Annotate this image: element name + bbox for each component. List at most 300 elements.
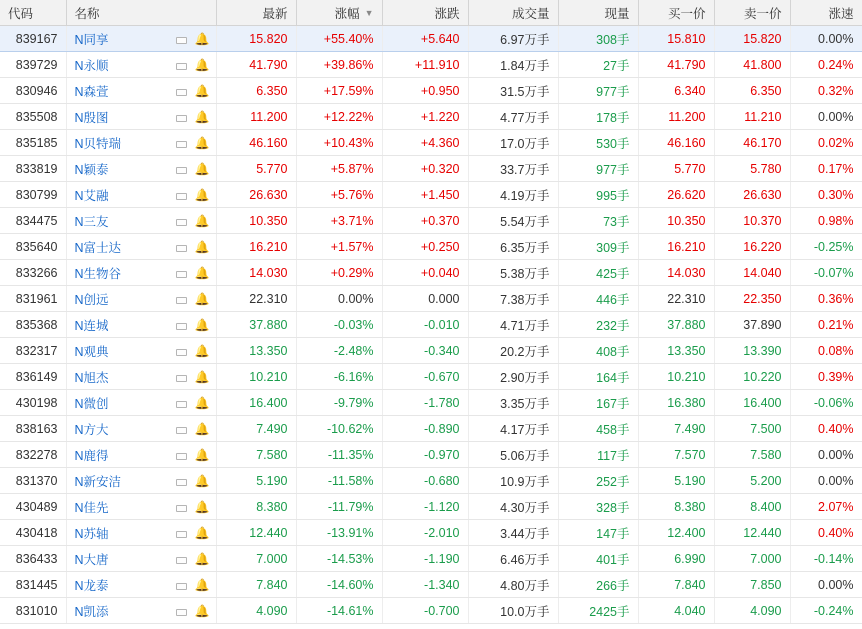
table-row[interactable]: [0, 208, 862, 234]
column-header-code[interactable]: [0, 0, 66, 26]
cell-change-pct: -9.79%: [296, 390, 382, 416]
stock-name-link[interactable]: N大唐: [74, 552, 109, 567]
cell-change-pct: -6.16%: [296, 364, 382, 390]
chip-icon[interactable]: [176, 164, 186, 174]
cell-change-pct: +39.86%: [296, 52, 382, 78]
chip-icon[interactable]: [176, 398, 186, 408]
cell-ask-price: 16.220: [714, 234, 790, 260]
table-row[interactable]: [0, 156, 862, 182]
cell-code: 430198: [0, 390, 66, 416]
cell-bid-price: 46.160: [638, 130, 714, 156]
cell-last: 10.210: [216, 364, 296, 390]
cell-name[interactable]: [66, 598, 216, 624]
cell-name[interactable]: [66, 546, 216, 572]
cell-volume: 5.06万手: [468, 442, 558, 468]
cell-bid-price: 16.210: [638, 234, 714, 260]
cell-bid-price: 16.380: [638, 390, 714, 416]
cell-change-pct: -10.62%: [296, 416, 382, 442]
column-header-current-volume[interactable]: [558, 0, 638, 26]
cell-ask-price: 7.580: [714, 442, 790, 468]
cell-code: 836149: [0, 364, 66, 390]
cell-change-amt: -0.890: [382, 416, 468, 442]
table-row[interactable]: [0, 130, 862, 156]
cell-ask-price: 16.400: [714, 390, 790, 416]
cell-code: 832317: [0, 338, 66, 364]
cell-change-speed: 0.00%: [790, 104, 862, 130]
cell-change-speed: 0.00%: [790, 442, 862, 468]
stock-name-link[interactable]: N方大: [74, 422, 109, 437]
stock-name-link[interactable]: N凯添: [74, 604, 109, 619]
stock-name-link[interactable]: N同享: [74, 32, 109, 47]
cell-last: 8.380: [216, 494, 296, 520]
bell-icon[interactable]: 🔔: [194, 551, 210, 566]
cell-ask-price: 13.390: [714, 338, 790, 364]
cell-current-volume: 458手: [558, 416, 638, 442]
cell-change-amt: +0.250: [382, 234, 468, 260]
bell-icon[interactable]: 🔔: [194, 135, 210, 150]
bell-icon[interactable]: 🔔: [194, 473, 210, 488]
bell-icon[interactable]: 🔔: [194, 317, 210, 332]
chip-icon[interactable]: [176, 606, 186, 616]
cell-current-volume: 408手: [558, 338, 638, 364]
cell-ask-price: 37.890: [714, 312, 790, 338]
cell-name[interactable]: [66, 182, 216, 208]
cell-change-pct: +12.22%: [296, 104, 382, 130]
stock-name-link[interactable]: N贝特瑞: [74, 136, 122, 151]
cell-change-amt: +11.910: [382, 52, 468, 78]
cell-bid-price: 37.880: [638, 312, 714, 338]
cell-ask-price: 10.220: [714, 364, 790, 390]
cell-change-amt: +0.370: [382, 208, 468, 234]
chip-icon[interactable]: [176, 424, 186, 434]
table-row[interactable]: [0, 78, 862, 104]
cell-change-amt: -1.120: [382, 494, 468, 520]
bell-icon[interactable]: 🔔: [194, 525, 210, 540]
table-row[interactable]: [0, 520, 862, 546]
chip-icon[interactable]: [176, 60, 186, 70]
cell-change-speed: -0.14%: [790, 546, 862, 572]
cell-change-amt: -1.190: [382, 546, 468, 572]
cell-volume: 4.19万手: [468, 182, 558, 208]
cell-name[interactable]: [66, 338, 216, 364]
cell-name[interactable]: [66, 572, 216, 598]
cell-name[interactable]: [66, 260, 216, 286]
table-row[interactable]: [0, 442, 862, 468]
cell-ask-price: 10.370: [714, 208, 790, 234]
cell-name[interactable]: [66, 78, 216, 104]
column-header-last-label: 最新: [262, 6, 288, 21]
stock-name-link[interactable]: N佳先: [74, 500, 109, 515]
table-row[interactable]: [0, 52, 862, 78]
column-header-last[interactable]: [216, 0, 296, 26]
cell-change-amt: 0.000: [382, 286, 468, 312]
cell-change-pct: -11.79%: [296, 494, 382, 520]
cell-volume: 7.38万手: [468, 286, 558, 312]
cell-change-speed: 0.00%: [790, 572, 862, 598]
column-header-current-volume-label: 现量: [604, 6, 630, 21]
chip-icon[interactable]: [176, 216, 186, 226]
chip-icon[interactable]: [176, 34, 186, 44]
cell-change-pct: -0.03%: [296, 312, 382, 338]
cell-bid-price: 7.840: [638, 572, 714, 598]
cell-current-volume: 401手: [558, 546, 638, 572]
bell-icon[interactable]: 🔔: [194, 447, 210, 462]
cell-name[interactable]: [66, 416, 216, 442]
cell-last: 4.090: [216, 598, 296, 624]
cell-ask-price: 22.350: [714, 286, 790, 312]
cell-change-speed: 0.00%: [790, 26, 862, 52]
bell-icon[interactable]: 🔔: [194, 83, 210, 98]
cell-volume: 3.44万手: [468, 520, 558, 546]
column-header-ask-price[interactable]: [714, 0, 790, 26]
stock-name-link[interactable]: N旭杰: [74, 370, 109, 385]
chevron-down-icon[interactable]: ▼: [364, 7, 374, 18]
table-row[interactable]: [0, 598, 862, 624]
bell-icon[interactable]: 🔔: [194, 161, 210, 176]
stock-name-link[interactable]: N殷图: [74, 110, 109, 125]
cell-last: 26.630: [216, 182, 296, 208]
cell-code: 835368: [0, 312, 66, 338]
cell-last: 11.200: [216, 104, 296, 130]
cell-change-pct: +5.87%: [296, 156, 382, 182]
cell-code: 831010: [0, 598, 66, 624]
chip-icon[interactable]: [176, 476, 186, 486]
bell-icon[interactable]: 🔔: [194, 239, 210, 254]
table-row[interactable]: [0, 104, 862, 130]
cell-name[interactable]: [66, 364, 216, 390]
cell-last: 6.350: [216, 78, 296, 104]
column-header-change-amt[interactable]: [382, 0, 468, 26]
stock-name-link[interactable]: N三友: [74, 214, 109, 229]
chip-icon[interactable]: [176, 86, 186, 96]
cell-volume: 4.17万手: [468, 416, 558, 442]
stock-name-link[interactable]: N龙泰: [74, 578, 109, 593]
cell-bid-price: 13.350: [638, 338, 714, 364]
bell-icon[interactable]: 🔔: [194, 31, 210, 46]
bell-icon[interactable]: 🔔: [194, 369, 210, 384]
cell-change-pct: +1.57%: [296, 234, 382, 260]
stock-name-link[interactable]: N森萱: [74, 84, 109, 99]
column-header-volume[interactable]: [468, 0, 558, 26]
cell-ask-price: 14.040: [714, 260, 790, 286]
cell-code: 831445: [0, 572, 66, 598]
cell-change-speed: 0.24%: [790, 52, 862, 78]
cell-name[interactable]: [66, 208, 216, 234]
cell-current-volume: 309手: [558, 234, 638, 260]
cell-last: 5.770: [216, 156, 296, 182]
cell-last: 46.160: [216, 130, 296, 156]
cell-change-speed: 0.17%: [790, 156, 862, 182]
cell-ask-price: 5.200: [714, 468, 790, 494]
cell-volume: 5.38万手: [468, 260, 558, 286]
cell-ask-price: 46.170: [714, 130, 790, 156]
cell-change-speed: 0.40%: [790, 416, 862, 442]
cell-change-speed: -0.06%: [790, 390, 862, 416]
table-row[interactable]: [0, 312, 862, 338]
stock-name-link[interactable]: N创远: [74, 292, 109, 307]
stock-name-link[interactable]: N微创: [74, 396, 109, 411]
column-header-code-label: 代码: [8, 6, 34, 21]
cell-change-pct: -2.48%: [296, 338, 382, 364]
cell-code: 831370: [0, 468, 66, 494]
table-row[interactable]: [0, 364, 862, 390]
cell-volume: 10.9万手: [468, 468, 558, 494]
cell-change-amt: -0.680: [382, 468, 468, 494]
cell-current-volume: 425手: [558, 260, 638, 286]
cell-code: 430418: [0, 520, 66, 546]
cell-last: 16.210: [216, 234, 296, 260]
cell-ask-price: 7.850: [714, 572, 790, 598]
chip-icon[interactable]: [176, 528, 186, 538]
cell-code: 430489: [0, 494, 66, 520]
cell-volume: 2.90万手: [468, 364, 558, 390]
cell-volume: 3.35万手: [468, 390, 558, 416]
table-row[interactable]: [0, 494, 862, 520]
cell-bid-price: 22.310: [638, 286, 714, 312]
stock-name-link[interactable]: N富士达: [74, 240, 122, 255]
stock-name-link[interactable]: N观典: [74, 344, 109, 359]
stock-name-link[interactable]: N生物谷: [74, 266, 122, 281]
column-header-change-pct[interactable]: [296, 0, 382, 26]
cell-bid-price: 6.990: [638, 546, 714, 572]
cell-name[interactable]: [66, 26, 216, 52]
bell-icon[interactable]: 🔔: [194, 57, 210, 72]
chip-icon[interactable]: [176, 138, 186, 148]
cell-bid-price: 10.210: [638, 364, 714, 390]
cell-change-speed: 0.32%: [790, 78, 862, 104]
chip-icon[interactable]: [176, 294, 186, 304]
cell-volume: 31.5万手: [468, 78, 558, 104]
table-header-row: [0, 0, 862, 26]
cell-current-volume: 73手: [558, 208, 638, 234]
cell-bid-price: 7.570: [638, 442, 714, 468]
cell-volume: 6.35万手: [468, 234, 558, 260]
cell-code: 834475: [0, 208, 66, 234]
cell-current-volume: 308手: [558, 26, 638, 52]
cell-change-amt: +0.040: [382, 260, 468, 286]
bell-icon[interactable]: 🔔: [194, 577, 210, 592]
bell-icon[interactable]: 🔔: [194, 109, 210, 124]
cell-change-speed: 0.00%: [790, 468, 862, 494]
cell-code: 830799: [0, 182, 66, 208]
stock-name-link[interactable]: N新安洁: [74, 474, 122, 489]
cell-code: 836433: [0, 546, 66, 572]
cell-code: 833819: [0, 156, 66, 182]
table-row[interactable]: [0, 390, 862, 416]
bell-icon[interactable]: 🔔: [194, 187, 210, 202]
cell-change-amt: -0.700: [382, 598, 468, 624]
cell-ask-price: 6.350: [714, 78, 790, 104]
cell-change-pct: +10.43%: [296, 130, 382, 156]
column-header-bid-price[interactable]: [638, 0, 714, 26]
stock-name-link[interactable]: N鹿得: [74, 448, 109, 463]
cell-current-volume: 178手: [558, 104, 638, 130]
cell-change-speed: -0.24%: [790, 598, 862, 624]
cell-change-amt: +1.450: [382, 182, 468, 208]
cell-change-amt: -0.670: [382, 364, 468, 390]
cell-change-speed: -0.07%: [790, 260, 862, 286]
stock-name-link[interactable]: N艾融: [74, 188, 109, 203]
cell-change-speed: 0.21%: [790, 312, 862, 338]
column-header-change-speed[interactable]: [790, 0, 862, 26]
cell-ask-price: 26.630: [714, 182, 790, 208]
cell-change-speed: 0.30%: [790, 182, 862, 208]
cell-ask-price: 8.400: [714, 494, 790, 520]
column-header-bid-price-label: 买一价: [667, 6, 706, 21]
cell-last: 16.400: [216, 390, 296, 416]
cell-current-volume: 164手: [558, 364, 638, 390]
cell-bid-price: 41.790: [638, 52, 714, 78]
column-header-name[interactable]: [66, 0, 216, 26]
bell-icon[interactable]: 🔔: [194, 213, 210, 228]
cell-current-volume: 147手: [558, 520, 638, 546]
cell-last: 7.490: [216, 416, 296, 442]
cell-name[interactable]: [66, 442, 216, 468]
cell-name[interactable]: [66, 52, 216, 78]
table-row[interactable]: [0, 260, 862, 286]
chip-icon[interactable]: [176, 554, 186, 564]
cell-name[interactable]: [66, 104, 216, 130]
cell-change-amt: -2.010: [382, 520, 468, 546]
table-row[interactable]: [0, 182, 862, 208]
chip-icon[interactable]: [176, 372, 186, 382]
table-row[interactable]: [0, 468, 862, 494]
cell-last: 7.000: [216, 546, 296, 572]
cell-code: 839729: [0, 52, 66, 78]
cell-change-amt: +0.950: [382, 78, 468, 104]
cell-bid-price: 11.200: [638, 104, 714, 130]
cell-change-speed: 0.39%: [790, 364, 862, 390]
cell-volume: 5.54万手: [468, 208, 558, 234]
bell-icon[interactable]: 🔔: [194, 499, 210, 514]
cell-name[interactable]: [66, 468, 216, 494]
cell-current-volume: 530手: [558, 130, 638, 156]
cell-code: 835640: [0, 234, 66, 260]
cell-current-volume: 252手: [558, 468, 638, 494]
cell-bid-price: 26.620: [638, 182, 714, 208]
cell-change-amt: +5.640: [382, 26, 468, 52]
cell-name[interactable]: [66, 520, 216, 546]
bell-icon[interactable]: 🔔: [194, 395, 210, 410]
cell-change-pct: +17.59%: [296, 78, 382, 104]
chip-icon[interactable]: [176, 112, 186, 122]
cell-ask-price: 15.820: [714, 26, 790, 52]
cell-change-speed: 0.98%: [790, 208, 862, 234]
chip-icon[interactable]: [176, 320, 186, 330]
cell-ask-price: 11.210: [714, 104, 790, 130]
cell-change-speed: 0.36%: [790, 286, 862, 312]
chip-icon[interactable]: [176, 190, 186, 200]
cell-change-amt: +0.320: [382, 156, 468, 182]
table-row[interactable]: [0, 572, 862, 598]
cell-change-pct: +0.29%: [296, 260, 382, 286]
cell-current-volume: 446手: [558, 286, 638, 312]
cell-code: 831961: [0, 286, 66, 312]
bell-icon[interactable]: 🔔: [194, 343, 210, 358]
cell-change-speed: -0.25%: [790, 234, 862, 260]
table-row[interactable]: [0, 26, 862, 52]
table-row[interactable]: [0, 286, 862, 312]
cell-change-pct: -11.35%: [296, 442, 382, 468]
table-row[interactable]: [0, 416, 862, 442]
cell-current-volume: 232手: [558, 312, 638, 338]
table-row[interactable]: [0, 546, 862, 572]
cell-change-amt: -1.340: [382, 572, 468, 598]
cell-name[interactable]: [66, 130, 216, 156]
cell-last: 37.880: [216, 312, 296, 338]
column-header-change-speed-label: 涨速: [828, 6, 854, 21]
cell-volume: 17.0万手: [468, 130, 558, 156]
cell-last: 14.030: [216, 260, 296, 286]
cell-change-speed: 0.40%: [790, 520, 862, 546]
cell-bid-price: 4.040: [638, 598, 714, 624]
chip-icon[interactable]: [176, 450, 186, 460]
cell-bid-price: 8.380: [638, 494, 714, 520]
bell-icon[interactable]: 🔔: [194, 421, 210, 436]
cell-code: 835185: [0, 130, 66, 156]
cell-change-amt: -0.010: [382, 312, 468, 338]
bell-icon[interactable]: 🔔: [194, 291, 210, 306]
cell-current-volume: 977手: [558, 156, 638, 182]
bell-icon[interactable]: 🔔: [194, 265, 210, 280]
cell-ask-price: 5.780: [714, 156, 790, 182]
stock-name-link[interactable]: N颖泰: [74, 162, 109, 177]
cell-ask-price: 12.440: [714, 520, 790, 546]
stock-name-link[interactable]: N苏轴: [74, 526, 109, 541]
stock-name-link[interactable]: N永顺: [74, 58, 109, 73]
cell-ask-price: 7.500: [714, 416, 790, 442]
chip-icon[interactable]: [176, 502, 186, 512]
cell-last: 13.350: [216, 338, 296, 364]
cell-change-pct: +55.40%: [296, 26, 382, 52]
cell-last: 15.820: [216, 26, 296, 52]
bell-icon[interactable]: 🔔: [194, 603, 210, 618]
cell-last: 22.310: [216, 286, 296, 312]
column-header-ask-price-label: 卖一价: [743, 6, 782, 21]
cell-name[interactable]: [66, 156, 216, 182]
cell-volume: 4.77万手: [468, 104, 558, 130]
stock-name-link[interactable]: N连城: [74, 318, 109, 333]
chip-icon[interactable]: [176, 268, 186, 278]
cell-change-speed: 0.08%: [790, 338, 862, 364]
chip-icon[interactable]: [176, 580, 186, 590]
cell-bid-price: 5.770: [638, 156, 714, 182]
cell-change-speed: 0.02%: [790, 130, 862, 156]
table-body: [0, 26, 862, 624]
cell-name[interactable]: [66, 494, 216, 520]
table-row[interactable]: [0, 234, 862, 260]
cell-name[interactable]: [66, 312, 216, 338]
cell-name[interactable]: [66, 390, 216, 416]
column-header-change-pct-label: 涨幅: [334, 6, 360, 21]
cell-code: 835508: [0, 104, 66, 130]
column-header-change-amt-label: 涨跌: [434, 6, 460, 21]
chip-icon[interactable]: [176, 346, 186, 356]
cell-volume: 10.0万手: [468, 598, 558, 624]
cell-code: 838163: [0, 416, 66, 442]
table-row[interactable]: [0, 338, 862, 364]
cell-last: 7.580: [216, 442, 296, 468]
cell-name[interactable]: [66, 234, 216, 260]
cell-code: 839167: [0, 26, 66, 52]
column-header-name-label: 名称: [74, 6, 100, 21]
cell-ask-price: 7.000: [714, 546, 790, 572]
cell-change-pct: -14.60%: [296, 572, 382, 598]
cell-code: 830946: [0, 78, 66, 104]
chip-icon[interactable]: [176, 242, 186, 252]
cell-current-volume: 995手: [558, 182, 638, 208]
cell-name[interactable]: [66, 286, 216, 312]
